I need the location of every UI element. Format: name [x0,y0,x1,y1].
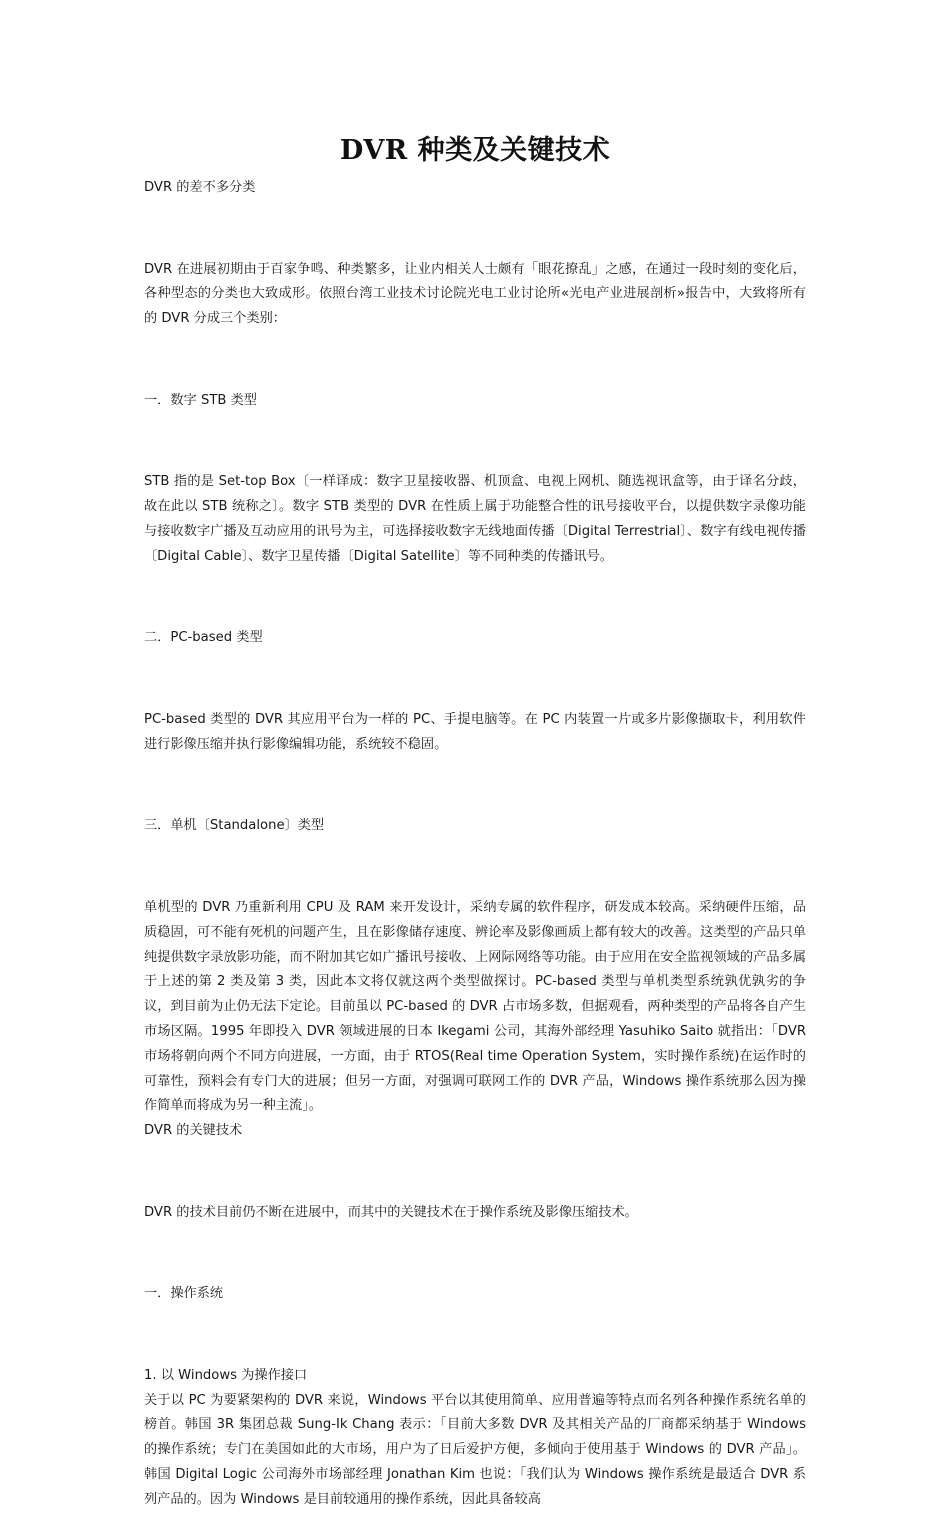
blank-line [144,667,806,692]
paragraph: 三．单机〔Standalone〕类型 [144,818,325,834]
paragraph: 二．PC-based 类型 [144,630,263,646]
paragraph: 1. 以 Windows 为操作接口 [144,1367,308,1383]
document-page [144,126,806,1513]
paragraph: 一．操作系统 [144,1286,224,1302]
paragraph: PC-based 类型的 DVR 其应用平台为一样的 PC、手提电脑等。在 PC 内装置一片或多片影像撷取卡，利用软件进行影像压缩并执行影像编辑功能，系统较不稳固。 [144,711,806,752]
document-body [144,176,806,1513]
paragraph: DVR 的关键技术 [144,1123,243,1139]
blank-line [144,430,806,455]
paragraph: 单机型的 DVR 乃重新利用 CPU 及 RAM 来开发设计，采纳专属的软件程序，研发成本较高。采纳硬件压缩，品质稳固，可不能有死机的问题产生，且在影像储存速度、辨论率及影像画质上都有较大的改善。这类型的产品只单纯提供数字录放影功能，而不附加其它如广播讯号接收、上网际网络等功能。由于应用在安全监视领域的产品多属于上述的第 2 类及第 3 类，因此本文将仅就这两个类型做探讨。PC-based 类型与单机类型系统孰优孰劣的争议，到目前为止仍无法下定论。目前虽以 PC-based 的 DVR 占市场多数，但据观看，两种类型的产品将各自产生市场区隔。1995 年即投入 DVR 领域进展的日本 Ikegami 公司，其海外部经理 Yasuhiko Saito 就指出：「DVR 市场将朝向两个不同方向进展，一方面，由于 RTOS(Real time Operation System，实时操作系统)在运作时的可靠性，预料会有专门大的进展；但另一方面，对强调可联网工作的 DVR 产品，Windows 操作系统那么因为操作简单而将成为另一种主流」。 [144,899,806,1114]
paragraph: DVR 在进展初期由于百家争鸣、种类繁多，让业内相关人士颇有「眼花撩乱」之感，在通过一段时刻的变化后，各种型态的分类也大致成形。依照台湾工业技术讨论院光电工业讨论所«光电产业进展剖析»报告中，大致将所有的 DVR 分成三个类别： [144,261,806,327]
paragraph: 一．数字 STB 类型 [144,392,257,408]
blank-line [144,348,806,373]
paragraph: DVR 的技术目前仍不断在进展中，而其中的关键技术在于操作系统及影像压缩技术。 [144,1204,638,1220]
paragraph: DVR 的差不多分类 [144,180,256,195]
blank-line [144,774,806,799]
blank-line [144,586,806,611]
blank-line [144,1242,806,1267]
paragraph: 关于以 PC 为要紧架构的 DVR 来说，Windows 平台以其使用简单、应用普遍等特点而名列各种操作系统名单的榜首。韩国 3R 集团总裁 Sung-Ik Chang 表示：「目前大多数 DVR 及其相关产品的厂商都采纳基于 Windows 的操作系统；专门在美国如此的大市场，用户为了日后爱护方便，多倾向于使用基于 Windows 的 DVR 产品」。韩国 Digital Logic 公司海外市场部经理 Jonathan Kim 也说：「我们认为 Windows 操作系统是最适合 DVR 系列产品的。因为 Windows 是目前较通用的操作系统，因此具备较高 [144,1392,806,1507]
blank-line [144,217,806,242]
document-title: DVR 种类及关键技术 [339,135,611,166]
blank-line [144,1160,806,1185]
blank-line [144,1323,806,1348]
paragraph: STB 指的是 Set-top Box〔一样译成：数字卫星接收器、机顶盒、电视上网机、随选视讯盒等，由于译名分歧，故在此以 STB 统称之〕。数字 STB 类型的 DVR 在性质上属于功能整合性的讯号接收平台，以提供数字录像功能与接收数字广播及互动应用的讯号为主，可选择接收数字无线地面传播〔Digital Terrestrial〕、数字有线电视传播〔Digital Cable〕、数字卫星传播〔Digital Satellite〕等不同种类的传播讯号。 [144,474,806,564]
blank-line [144,855,806,880]
